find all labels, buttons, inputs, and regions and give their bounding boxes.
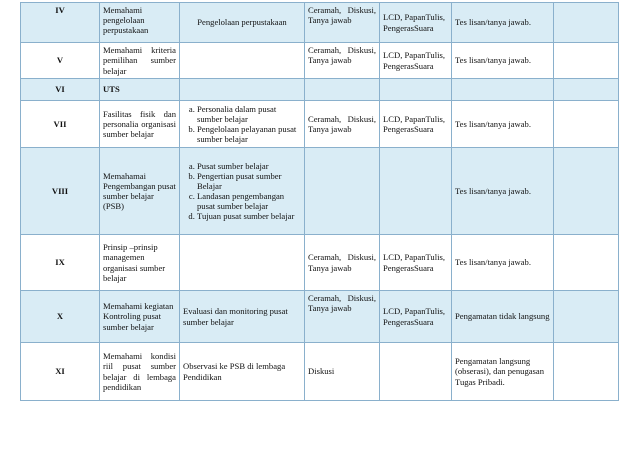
media-cell — [380, 343, 452, 401]
competency-cell: Memahamai Pengembangan pusat sumber belajar (PSB) — [100, 148, 180, 235]
evaluation-cell: Pengamatan langsung (obserasi), dan penugasan Tugas Pribadi. — [452, 343, 554, 401]
evaluation-cell: Tes lisan/tanya jawab. — [452, 43, 554, 79]
table-row — [21, 291, 619, 343]
competency-cell: Memahami kondisi riil pusat sumber belajar di lembaga pendidikan — [100, 343, 180, 401]
material-cell: Evaluasi dan monitoring pusat sumber belajar — [180, 291, 305, 343]
empty-cell — [554, 291, 619, 343]
evaluation-cell: Tes lisan/tanya jawab. — [452, 235, 554, 291]
material-cell — [180, 101, 305, 148]
empty-cell — [554, 43, 619, 79]
table-row — [21, 343, 619, 401]
material-cell: Observasi ke PSB di lembaga Pendidikan — [180, 343, 305, 401]
meeting-number: V — [21, 43, 100, 79]
meeting-number: VII — [21, 101, 100, 148]
material-list-item: b. Pengelolaan pelayanan pusat sumber belajar — [197, 124, 301, 144]
material-cell — [180, 148, 305, 235]
material-cell — [180, 43, 305, 79]
media-cell: LCD, PapanTulis, PengerasSuara — [380, 235, 452, 291]
media-cell: LCD, PapanTulis, PengerasSuara — [380, 43, 452, 79]
material-list-item: c. Landasan pengembangan pusat sumber belajar — [197, 191, 301, 211]
material-list-item: a. Personalia dalam pusat sumber belajar — [197, 104, 301, 124]
competency-cell: Memahami kriteria pemilihan sumber belajar — [100, 43, 180, 79]
evaluation-cell: Tes lisan/tanya jawab. — [452, 3, 554, 43]
material-list-item: b. Pengertian pusat sumber Belajar — [197, 171, 301, 191]
material-list — [183, 104, 301, 145]
material-cell — [180, 79, 305, 101]
meeting-number: IX — [21, 235, 100, 291]
method-cell: Ceramah, Diskusi, Tanya jawab — [305, 3, 380, 43]
meeting-number: X — [21, 291, 100, 343]
competency-cell: UTS — [100, 79, 180, 101]
media-cell: LCD, PapanTulis, PengerasSuara — [380, 101, 452, 148]
media-cell: LCD, PapanTulis, PengerasSuara — [380, 291, 452, 343]
table-row — [21, 3, 619, 43]
material-list-item: d. Tujuan pusat sumber belajar — [197, 211, 301, 221]
material-list — [183, 161, 301, 222]
empty-cell — [554, 101, 619, 148]
method-cell — [305, 79, 380, 101]
media-cell: LCD, PapanTulis, PengerasSuara — [380, 3, 452, 43]
meeting-number: VI — [21, 79, 100, 101]
table-row — [21, 79, 619, 101]
evaluation-cell — [452, 79, 554, 101]
media-cell — [380, 79, 452, 101]
table-row — [21, 43, 619, 79]
competency-cell: Prinsip –prinsip managemen organisasi sumber belajar — [100, 235, 180, 291]
evaluation-cell: Pengamatan tidak langsung — [452, 291, 554, 343]
meeting-number: IV — [21, 3, 100, 43]
empty-cell — [554, 235, 619, 291]
competency-cell: Fasilitas fisik dan personalia organisasi sumber belajar — [100, 101, 180, 148]
method-cell: Ceramah, Diskusi, Tanya jawab — [305, 101, 380, 148]
material-cell: Pengelolaan perpustakaan — [180, 3, 305, 43]
method-cell: Ceramah, Diskusi, Tanya jawab — [305, 43, 380, 79]
method-cell — [305, 148, 380, 235]
evaluation-cell: Tes lisan/tanya jawab. — [452, 101, 554, 148]
method-cell: Diskusi — [305, 343, 380, 401]
competency-cell: Memahami kegiatan Kontroling pusat sumber belajar — [100, 291, 180, 343]
table-row — [21, 101, 619, 148]
media-cell — [380, 148, 452, 235]
empty-cell — [554, 148, 619, 235]
method-cell: Ceramah, Diskusi, Tanya jawab — [305, 235, 380, 291]
empty-cell — [554, 3, 619, 43]
meeting-number: VIII — [21, 148, 100, 235]
competency-cell: Memahami pengelolaan perpustakaan — [100, 3, 180, 43]
evaluation-cell: Tes lisan/tanya jawab. — [452, 148, 554, 235]
empty-cell — [554, 79, 619, 101]
material-cell — [180, 235, 305, 291]
meeting-number: XI — [21, 343, 100, 401]
syllabus-table — [20, 2, 619, 401]
material-list-item: a. Pusat sumber belajar — [197, 161, 301, 171]
method-cell: Ceramah, Diskusi, Tanya jawab — [305, 291, 380, 343]
table-row — [21, 235, 619, 291]
table-row — [21, 148, 619, 235]
empty-cell — [554, 343, 619, 401]
